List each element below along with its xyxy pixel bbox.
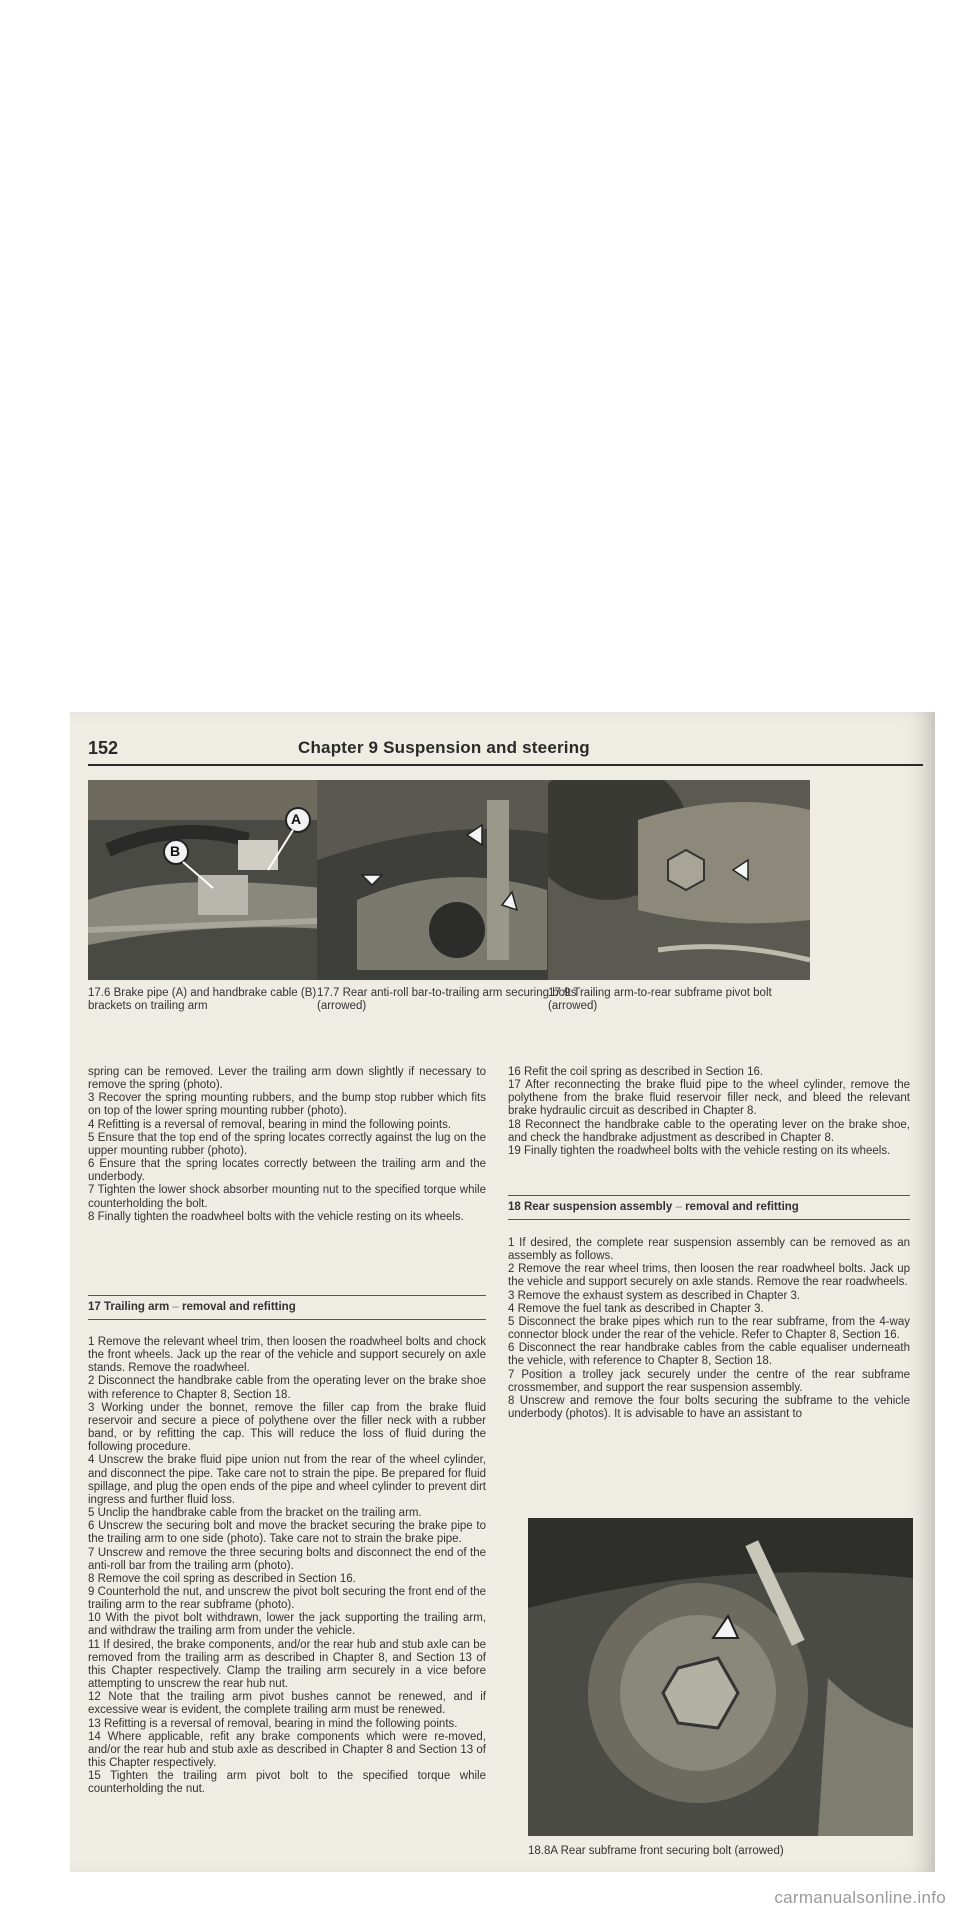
section-heading-dash: –: [169, 1301, 182, 1313]
photo-anti-roll-bar-bolts: [317, 780, 577, 980]
paragraph: 9 Counterhold the nut, and unscrew the pivot bolt securing the front end of the trailing arm to the rear subframe (photo).: [88, 1585, 486, 1612]
paragraph: 6 Ensure that the spring locates correctly between the trailing arm and the underbody.: [88, 1158, 486, 1184]
section-17-body: [88, 1336, 486, 1796]
photo-4-image: [528, 1518, 913, 1836]
photo-label-b: B: [170, 843, 181, 859]
paragraph: 5 Unclip the handbrake cable from the bracket on the trailing arm.: [88, 1507, 422, 1520]
paragraph: 6 Unscrew the securing bolt and move the bracket securing the brake pipe to the trailing arm to one side (photo). Take care not to strain the brake pipe.: [88, 1520, 486, 1546]
paragraph: 19 Finally tighten the roadwheel bolts with the vehicle resting on its wheels.: [508, 1144, 891, 1157]
photo-2-image: [317, 780, 577, 980]
paragraph: 11 If desired, the brake components, and/or the rear hub and stub axle can be removed from the trailing arm as described in Chapter 8, and Section 13 of this Chapter respectively. Clamp the trailing arm securely in a vice before attempting to unscrew the rear hub nut.: [88, 1638, 486, 1691]
paragraph: 1 If desired, the complete rear suspension assembly can be removed as an assembly as follows.: [508, 1237, 910, 1263]
photo-caption: 17.7 Rear anti-roll bar-to-trailing arm securing bolts (arrowed): [317, 987, 577, 1012]
paragraph: 7 Position a trolley jack securely under the centre of the rear subframe crossmember, and support the rear suspension assembly.: [508, 1368, 910, 1394]
paragraph: 10 With the pivot bolt withdrawn, lower the jack supporting the trailing arm, and withdraw the trailing arm from under the vehicle.: [88, 1612, 486, 1638]
section-heading-main: 17 Trailing arm: [88, 1301, 170, 1313]
photo-subframe-front-bolt: [528, 1518, 913, 1836]
photo-3-image: [548, 780, 810, 980]
paragraph: 7 Tighten the lower shock absorber mounting nut to the specified torque while counterholding the bolt.: [88, 1184, 486, 1210]
paragraph: 8 Remove the coil spring as described in Section 16.: [88, 1572, 356, 1585]
paragraph: 8 Finally tighten the roadwheel bolts with the vehicle resting on its wheels.: [88, 1210, 464, 1223]
paragraph: 6 Disconnect the rear handbrake cables from the cable equaliser underneath the vehicle, with reference to Chapter 8, Section 18.: [508, 1342, 910, 1368]
manual-page: [70, 712, 935, 1872]
paragraph: 12 Note that the trailing arm pivot bushes cannot be renewed, and if excessive wear is evident, the complete trailing arm must be renewed.: [88, 1691, 486, 1717]
section-heading-rest: removal and refitting: [181, 1301, 296, 1313]
paragraph: 4 Remove the fuel tank as described in Chapter 3.: [508, 1302, 764, 1315]
paragraph: 16 Refit the coil spring as described in Section 16.: [508, 1066, 764, 1078]
page-number: 152: [88, 738, 119, 758]
section-heading-17: [88, 1295, 486, 1320]
photo-caption: 17.9 Trailing arm-to-rear subframe pivot bolt (arrowed): [548, 987, 772, 1012]
right-column-continuation: [508, 1066, 910, 1158]
paragraph: 3 Remove the exhaust system as described in Chapter 3.: [508, 1289, 801, 1302]
paragraph: 1 Remove the relevant wheel trim, then loosen the roadwheel bolts and chock the front wheels. Jack up the rear of the vehicle and support securely on axle stands. Remove the roadwheel.: [88, 1336, 486, 1375]
paragraph: 2 Remove the rear wheel trims, then loosen the rear roadwheel bolts. Jack up the vehicle and support securely on axle stands. Remove the rear roadwheels.: [508, 1263, 910, 1289]
section-heading-18: [508, 1195, 910, 1220]
photo-trailing-arm-pivot-bolt: [548, 780, 810, 980]
paragraph: 14 Where applicable, refit any brake components which were re-moved, and/or the rear hub and stub axle as described in Chapter 8 and Section 13 of this Chapter respectively.: [88, 1730, 486, 1769]
section-heading-rest: removal and refitting: [685, 1201, 799, 1213]
watermark-text: carmanualsonline.info: [774, 1888, 946, 1907]
photo-label-a: A: [291, 811, 302, 827]
paragraph: spring can be removed. Lever the trailing arm down slightly if necessary to remove the spring (photo).: [88, 1066, 486, 1092]
page-header: [88, 738, 923, 766]
paragraph: 4 Refitting is a reversal of removal, bearing in mind the following points.: [88, 1118, 452, 1131]
photo-1-image: [88, 780, 340, 980]
paragraph: 4 Unscrew the brake fluid pipe union nut from the rear of the wheel cylinder, and disconnect the pipe. Take care not to strain the pipe. Be prepared for fluid spillage, and plug the open ends of the pipe and wheel cylinder to prevent dirt ingress and further fluid loss.: [88, 1454, 486, 1506]
section-heading-main: 18 Rear suspension assembly: [508, 1201, 673, 1213]
paragraph: 5 Disconnect the brake pipes which run to the rear subframe, from the 4-way connector block under the rear of the vehicle. Refer to Chapter 8, Section 16.: [508, 1315, 910, 1342]
photo-caption: 18.8A Rear subframe front securing bolt (arrowed): [528, 1845, 784, 1857]
paragraph: 5 Ensure that the top end of the spring locates correctly against the lug on the upper mounting rubber (photo).: [88, 1131, 486, 1157]
chapter-title: Chapter 9 Suspension and steering: [298, 738, 590, 757]
section-heading-dash: –: [672, 1201, 686, 1213]
section-18-body: [508, 1237, 910, 1421]
left-column-continuation: [88, 1066, 486, 1224]
paragraph: 15 Tighten the trailing arm pivot bolt to the specified torque while counterholding the nut.: [88, 1770, 486, 1796]
paragraph: 3 Working under the bonnet, remove the filler cap from the brake fluid reservoir and secure a piece of polythene over the filler neck with a rubber band, or by refitting the cap. This will reduce the loss of fluid during the following procedure.: [88, 1401, 486, 1454]
paragraph: 8 Unscrew and remove the four bolts securing the subframe to the vehicle underbody (photos). It is advisable to have an assistant to: [508, 1394, 910, 1421]
photo-caption: 17.6 Brake pipe (A) and handbrake cable (B) brackets on trailing arm: [88, 987, 317, 1012]
paragraph: 2 Disconnect the handbrake cable from the operating lever on the brake shoe with reference to Chapter 8, Section 18.: [88, 1375, 486, 1401]
paragraph: 17 After reconnecting the brake fluid pipe to the wheel cylinder, remove the polythene from the brake fluid reservoir filler neck, and bleed the relevant brake hydraulic circuit as described in Chapter 8.: [508, 1079, 910, 1118]
paragraph: 13 Refitting is a reversal of removal, bearing in mind the following points.: [88, 1717, 458, 1730]
photo-brake-pipe-brackets: [88, 780, 340, 980]
paragraph: 3 Recover the spring mounting rubbers, and the bump stop rubber which fits on top of the lower spring mounting rubber (photo).: [88, 1092, 486, 1118]
paragraph: 7 Unscrew and remove the three securing bolts and disconnect the end of the anti-roll bar from the trailing arm (photo).: [88, 1546, 486, 1572]
paragraph: 18 Reconnect the handbrake cable to the operating lever on the brake shoe, and check the handbrake adjustment as described in Chapter 8.: [508, 1118, 910, 1144]
